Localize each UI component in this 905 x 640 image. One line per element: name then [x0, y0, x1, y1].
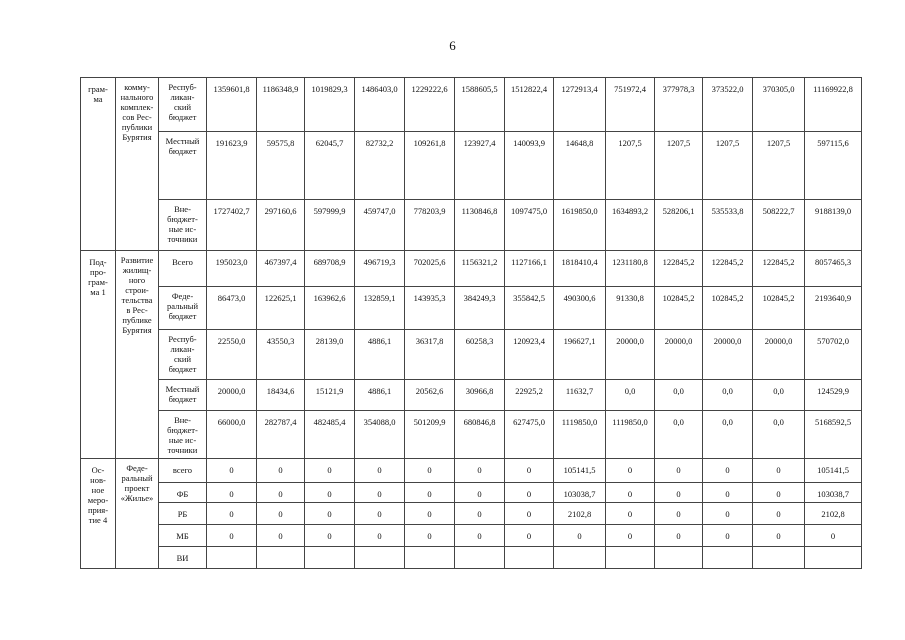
value-cell: 5168592,5 [805, 411, 862, 459]
value-cell [703, 547, 753, 569]
value-cell: 0 [257, 503, 305, 525]
value-cell: 1634893,2 [606, 200, 655, 251]
value-cell: 597115,6 [805, 132, 862, 200]
table-row [81, 132, 862, 200]
value-cell: 0 [655, 459, 703, 483]
value-cell: 490300,6 [554, 287, 606, 330]
value-cell: 1818410,4 [554, 251, 606, 287]
value-cell: 18434,6 [257, 380, 305, 411]
value-cell: 0,0 [753, 380, 805, 411]
value-cell: 105141,5 [554, 459, 606, 483]
value-cell: 0 [655, 483, 703, 503]
value-cell: 0 [305, 459, 355, 483]
program-name-cell: Феде- ральный проект «Жилье» [116, 459, 159, 569]
value-cell: 1207,5 [703, 132, 753, 200]
value-cell: 0 [355, 483, 405, 503]
value-cell: 0 [405, 459, 455, 483]
value-cell: 496719,3 [355, 251, 405, 287]
value-cell: 0 [305, 525, 355, 547]
value-cell: 1229222,6 [405, 78, 455, 132]
value-cell: 0 [455, 459, 505, 483]
value-cell: 528206,1 [655, 200, 703, 251]
value-cell: 103038,7 [554, 483, 606, 503]
funding-source-cell: Вне- бюджет- ные ис- точники [159, 411, 207, 459]
value-cell: 0 [207, 483, 257, 503]
value-cell: 28139,0 [305, 330, 355, 380]
value-cell: 508222,7 [753, 200, 805, 251]
value-cell: 20562,6 [405, 380, 455, 411]
value-cell: 0 [405, 503, 455, 525]
value-cell: 0 [703, 459, 753, 483]
value-cell: 1186348,9 [257, 78, 305, 132]
funding-source-cell: Всего [159, 251, 207, 287]
value-cell [606, 547, 655, 569]
value-cell: 0 [606, 525, 655, 547]
value-cell: 689708,9 [305, 251, 355, 287]
value-cell [305, 547, 355, 569]
value-cell: 30966,8 [455, 380, 505, 411]
value-cell: 0 [405, 483, 455, 503]
value-cell: 377978,3 [655, 78, 703, 132]
value-cell: 9188139,0 [805, 200, 862, 251]
value-cell: 370305,0 [753, 78, 805, 132]
table-row [81, 483, 862, 503]
value-cell: 82732,2 [355, 132, 405, 200]
program-name-cell: комму- нального комплек- сов Рес- публики Бурятия [116, 78, 159, 251]
value-cell: 15121,9 [305, 380, 355, 411]
value-cell: 4886,1 [355, 330, 405, 380]
value-cell [207, 547, 257, 569]
value-cell: 1486403,0 [355, 78, 405, 132]
funding-source-cell: МБ [159, 525, 207, 547]
value-cell [655, 547, 703, 569]
value-cell: 59575,8 [257, 132, 305, 200]
funding-source-cell: Местный бюджет [159, 132, 207, 200]
value-cell: 103038,7 [805, 483, 862, 503]
value-cell: 1127166,1 [505, 251, 554, 287]
value-cell: 1097475,0 [505, 200, 554, 251]
value-cell: 11169922,8 [805, 78, 862, 132]
value-cell: 109261,8 [405, 132, 455, 200]
value-cell: 195023,0 [207, 251, 257, 287]
value-cell: 120923,4 [505, 330, 554, 380]
value-cell: 122845,2 [655, 251, 703, 287]
value-cell: 0 [753, 525, 805, 547]
funding-source-cell: Респуб- ликан- ский бюджет [159, 78, 207, 132]
value-cell: 0 [405, 525, 455, 547]
value-cell: 0,0 [703, 380, 753, 411]
value-cell [355, 547, 405, 569]
value-cell: 680846,8 [455, 411, 505, 459]
value-cell: 1019829,3 [305, 78, 355, 132]
value-cell: 1207,5 [753, 132, 805, 200]
value-cell: 0 [455, 525, 505, 547]
value-cell: 0 [753, 503, 805, 525]
table-row [81, 380, 862, 411]
value-cell: 102845,2 [655, 287, 703, 330]
value-cell [257, 547, 305, 569]
value-cell: 20000,0 [207, 380, 257, 411]
value-cell: 1207,5 [606, 132, 655, 200]
table-row [81, 330, 862, 380]
value-cell: 1588605,5 [455, 78, 505, 132]
value-cell: 0 [355, 503, 405, 525]
table-row [81, 459, 862, 483]
value-cell: 196627,1 [554, 330, 606, 380]
value-cell: 0 [606, 459, 655, 483]
value-cell: 297160,6 [257, 200, 305, 251]
value-cell: 0 [207, 459, 257, 483]
value-cell: 0 [753, 483, 805, 503]
value-cell: 0 [655, 503, 703, 525]
value-cell: 91330,8 [606, 287, 655, 330]
value-cell: 140093,9 [505, 132, 554, 200]
value-cell: 0 [505, 503, 554, 525]
value-cell: 0 [606, 483, 655, 503]
value-cell: 354088,0 [355, 411, 405, 459]
value-cell: 282787,4 [257, 411, 305, 459]
value-cell: 22925,2 [505, 380, 554, 411]
value-cell: 467397,4 [257, 251, 305, 287]
value-cell: 0 [505, 525, 554, 547]
value-cell: 1619850,0 [554, 200, 606, 251]
value-cell: 122845,2 [703, 251, 753, 287]
table-row [81, 200, 862, 251]
value-cell: 132859,1 [355, 287, 405, 330]
table-row [81, 287, 862, 330]
value-cell: 102845,2 [703, 287, 753, 330]
value-cell: 2193640,9 [805, 287, 862, 330]
value-cell: 1727402,7 [207, 200, 257, 251]
value-cell: 1207,5 [655, 132, 703, 200]
value-cell: 163962,6 [305, 287, 355, 330]
value-cell: 122625,1 [257, 287, 305, 330]
value-cell: 124529,9 [805, 380, 862, 411]
value-cell: 0 [505, 459, 554, 483]
value-cell: 0 [606, 503, 655, 525]
value-cell: 20000,0 [606, 330, 655, 380]
value-cell: 191623,9 [207, 132, 257, 200]
table-row [81, 78, 862, 132]
value-cell: 0 [207, 503, 257, 525]
program-type-cell: грам- ма [81, 78, 116, 251]
value-cell: 0 [207, 525, 257, 547]
value-cell: 384249,3 [455, 287, 505, 330]
value-cell: 0 [305, 503, 355, 525]
value-cell: 22550,0 [207, 330, 257, 380]
value-cell: 102845,2 [753, 287, 805, 330]
value-cell: 702025,6 [405, 251, 455, 287]
value-cell: 0 [305, 483, 355, 503]
value-cell: 62045,7 [305, 132, 355, 200]
value-cell: 143935,3 [405, 287, 455, 330]
value-cell: 86473,0 [207, 287, 257, 330]
funding-source-cell: Местный бюджет [159, 380, 207, 411]
value-cell: 0 [753, 459, 805, 483]
value-cell: 2102,8 [554, 503, 606, 525]
value-cell: 1130846,8 [455, 200, 505, 251]
value-cell: 0 [703, 483, 753, 503]
value-cell: 0 [257, 525, 305, 547]
value-cell: 0 [257, 459, 305, 483]
funding-source-cell: Респуб- ликан- ский бюджет [159, 330, 207, 380]
table-row [81, 251, 862, 287]
value-cell: 778203,9 [405, 200, 455, 251]
value-cell: 0,0 [606, 380, 655, 411]
value-cell: 0 [805, 525, 862, 547]
value-cell: 501209,9 [405, 411, 455, 459]
value-cell: 43550,3 [257, 330, 305, 380]
value-cell: 0 [455, 503, 505, 525]
funding-source-cell: ВИ [159, 547, 207, 569]
table-row [81, 503, 862, 525]
value-cell: 0 [703, 525, 753, 547]
table-row [81, 547, 862, 569]
value-cell: 0 [505, 483, 554, 503]
value-cell: 355842,5 [505, 287, 554, 330]
value-cell: 482485,4 [305, 411, 355, 459]
value-cell: 1119850,0 [606, 411, 655, 459]
value-cell: 1272913,4 [554, 78, 606, 132]
value-cell [805, 547, 862, 569]
value-cell: 20000,0 [753, 330, 805, 380]
funding-source-cell: ФБ [159, 483, 207, 503]
value-cell [405, 547, 455, 569]
value-cell: 1156321,2 [455, 251, 505, 287]
budget-table [80, 77, 862, 569]
value-cell: 627475,0 [505, 411, 554, 459]
value-cell [554, 547, 606, 569]
value-cell: 1119850,0 [554, 411, 606, 459]
value-cell: 0 [355, 525, 405, 547]
value-cell: 0 [355, 459, 405, 483]
funding-source-cell: Вне- бюджет- ные ис- точники [159, 200, 207, 251]
value-cell [753, 547, 805, 569]
value-cell: 597999,9 [305, 200, 355, 251]
value-cell: 0,0 [655, 380, 703, 411]
value-cell: 1359601,8 [207, 78, 257, 132]
value-cell: 0,0 [703, 411, 753, 459]
value-cell: 0 [455, 483, 505, 503]
value-cell: 20000,0 [655, 330, 703, 380]
page-number: 6 [449, 38, 456, 53]
program-type-cell: Ос- нов- ное меро- прия- тие 4 [81, 459, 116, 569]
value-cell: 4886,1 [355, 380, 405, 411]
program-name-cell: Развитие жилищ- ного строи- тельства в Рес- публике Бурятия [116, 251, 159, 459]
funding-source-cell: всего [159, 459, 207, 483]
value-cell: 0 [554, 525, 606, 547]
funding-source-cell: РБ [159, 503, 207, 525]
value-cell: 122845,2 [753, 251, 805, 287]
value-cell: 2102,8 [805, 503, 862, 525]
value-cell [505, 547, 554, 569]
value-cell: 105141,5 [805, 459, 862, 483]
value-cell: 373522,0 [703, 78, 753, 132]
value-cell: 0 [703, 503, 753, 525]
funding-source-cell: Феде- ральный бюджет [159, 287, 207, 330]
value-cell [455, 547, 505, 569]
value-cell: 1231180,8 [606, 251, 655, 287]
value-cell: 0 [655, 525, 703, 547]
value-cell: 8057465,3 [805, 251, 862, 287]
value-cell: 570702,0 [805, 330, 862, 380]
value-cell: 66000,0 [207, 411, 257, 459]
table-row [81, 525, 862, 547]
value-cell: 14648,8 [554, 132, 606, 200]
value-cell: 36317,8 [405, 330, 455, 380]
value-cell: 459747,0 [355, 200, 405, 251]
value-cell: 0,0 [753, 411, 805, 459]
value-cell: 0,0 [655, 411, 703, 459]
value-cell: 60258,3 [455, 330, 505, 380]
value-cell: 123927,4 [455, 132, 505, 200]
value-cell: 11632,7 [554, 380, 606, 411]
value-cell: 751972,4 [606, 78, 655, 132]
value-cell: 20000,0 [703, 330, 753, 380]
value-cell: 535533,8 [703, 200, 753, 251]
value-cell: 0 [257, 483, 305, 503]
program-type-cell: Под- про- грам- ма 1 [81, 251, 116, 459]
table-row [81, 411, 862, 459]
value-cell: 1512822,4 [505, 78, 554, 132]
